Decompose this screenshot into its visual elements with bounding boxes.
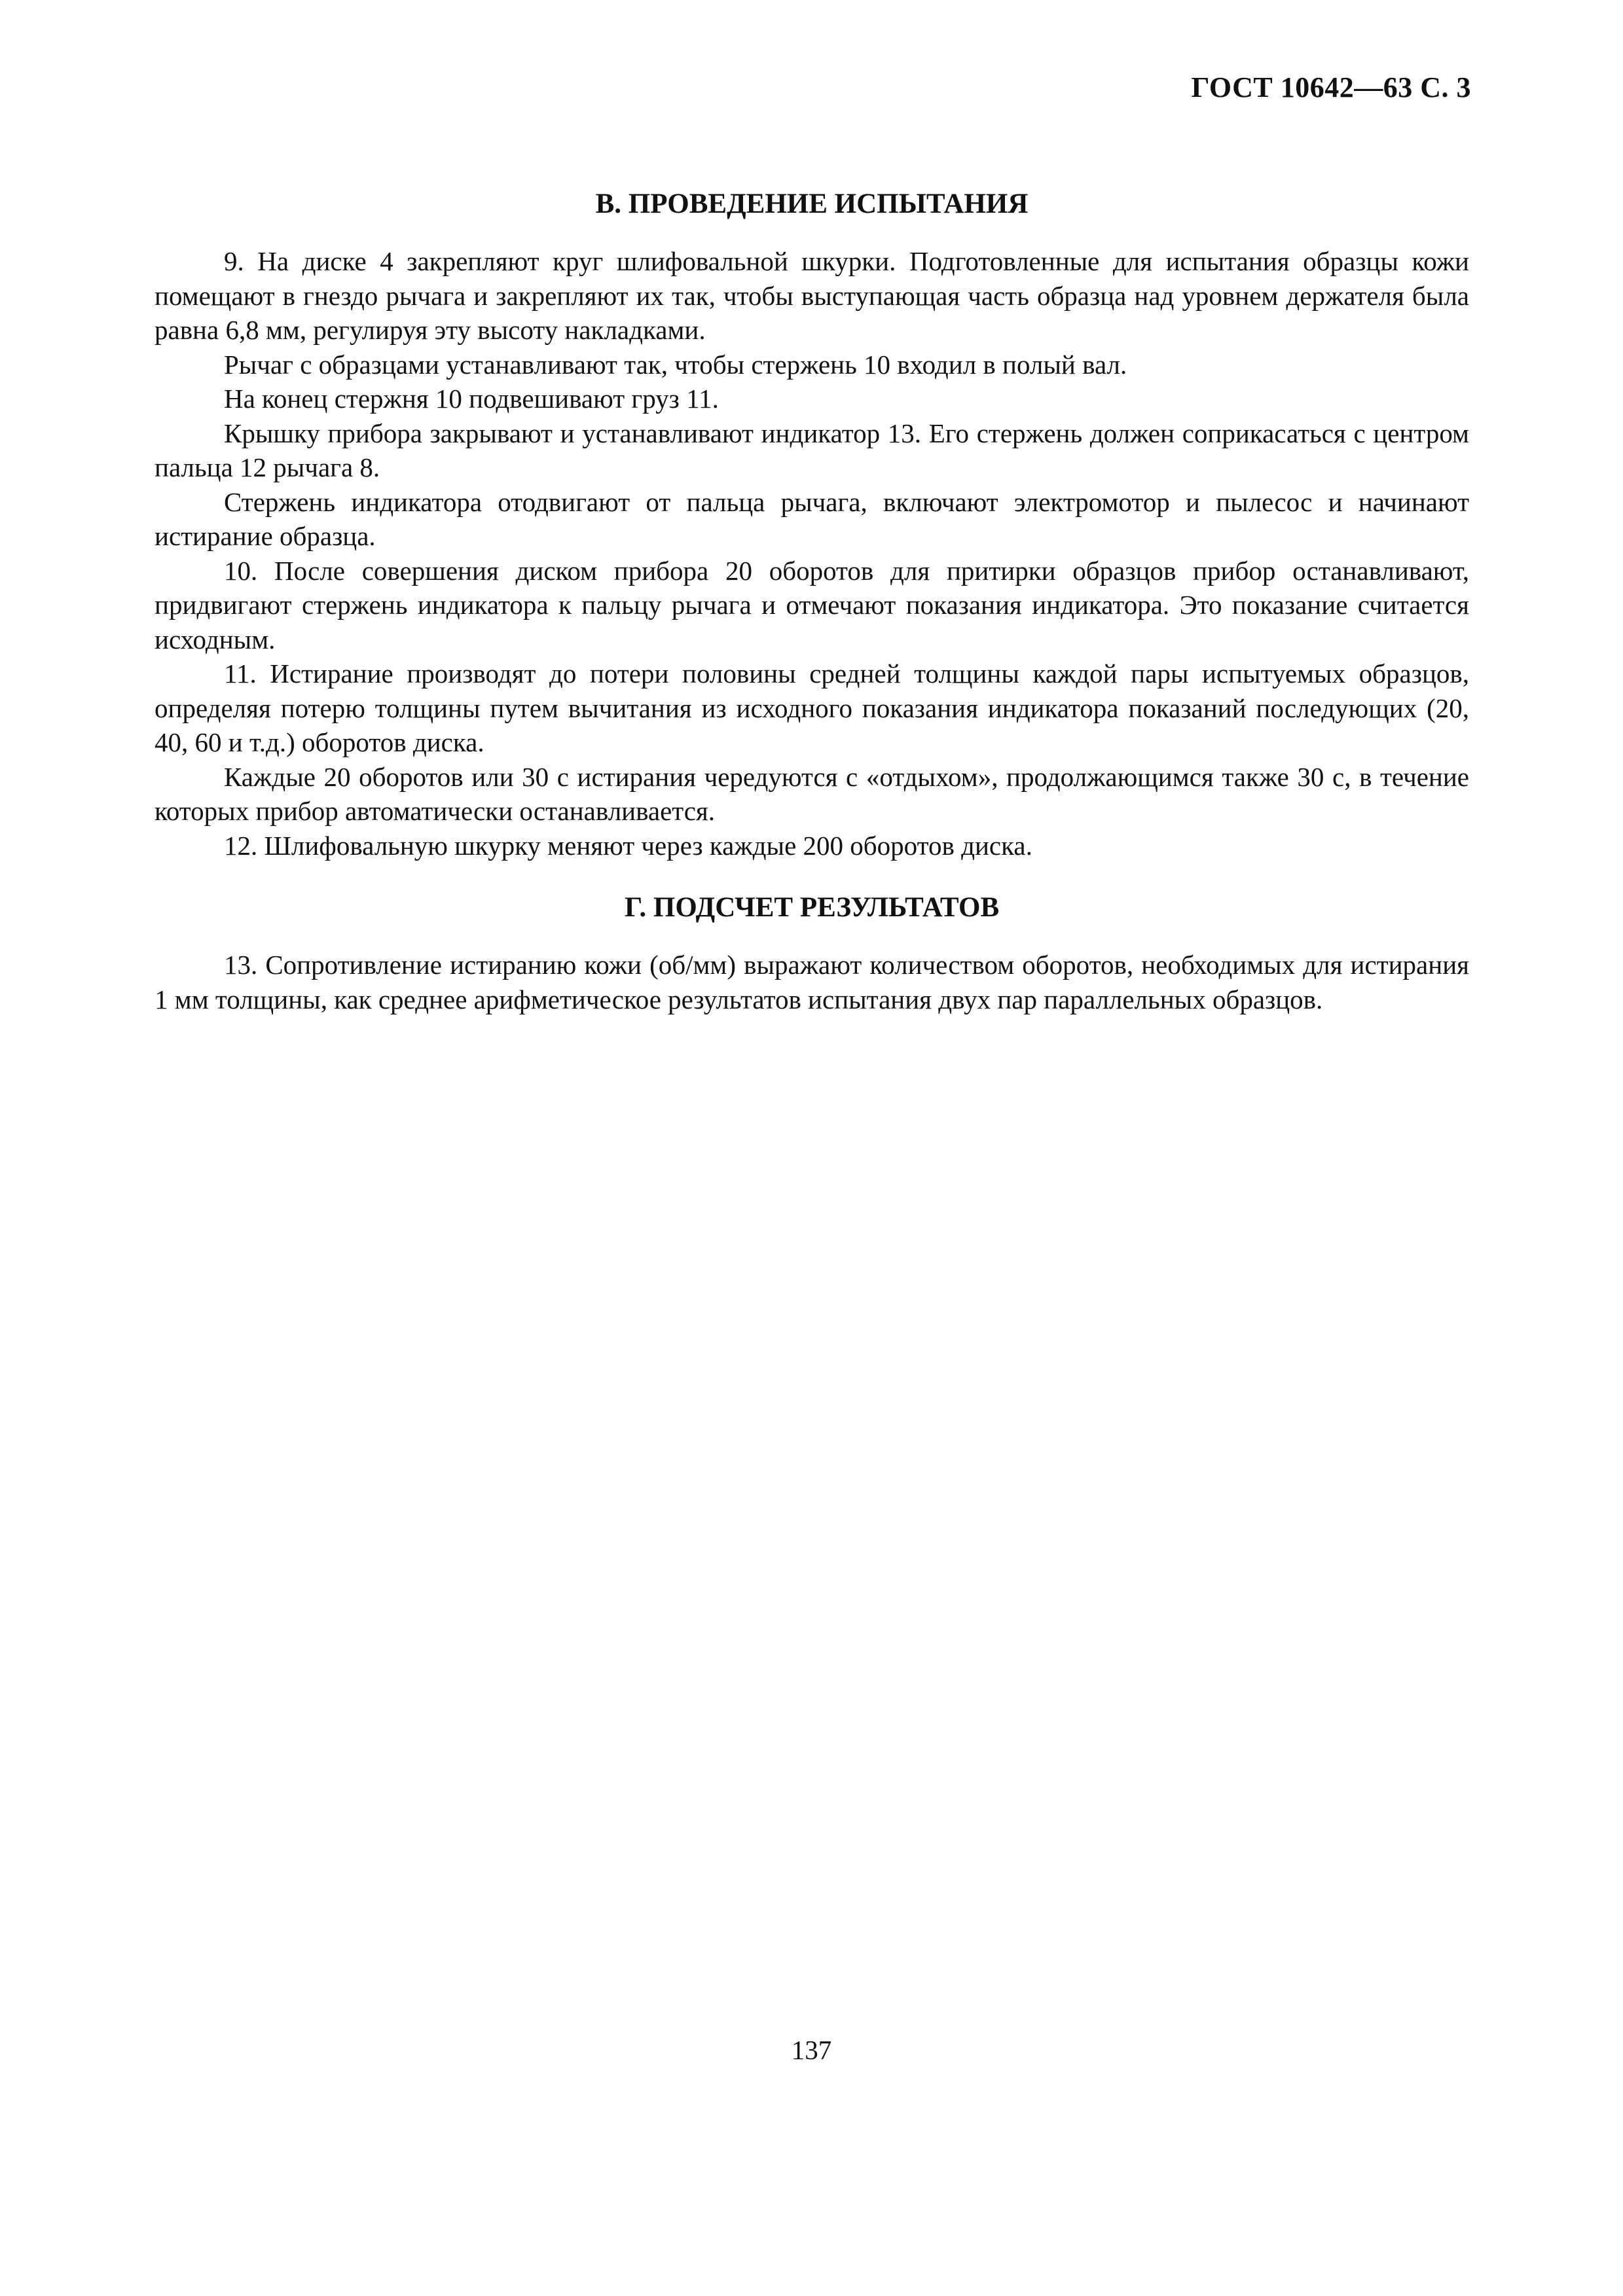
document-body bbox=[155, 187, 1469, 1016]
document-header: ГОСТ 10642—63 С. 3 bbox=[1191, 71, 1471, 103]
section-title-testing: В. ПРОВЕДЕНИЕ ИСПЫТАНИЯ bbox=[595, 188, 1029, 219]
section-title-results: Г. ПОДСЧЕТ РЕЗУЛЬТАТОВ bbox=[624, 892, 1000, 923]
paragraph-start: Стержень индикатора отодвигают от пальца рычага, включают электромотор и пылесос и начинают истирание образца. bbox=[155, 486, 1469, 551]
paragraph-11: 11. Истирание производят до потери половины средней толщины каждой пары испытуемых образцов, определяя потерю толщины путем вычитания из исходного показания индикатора показаний последующих (20, 40, 60 и т.д.) оборотов диска. bbox=[155, 658, 1469, 757]
paragraph-lever: Рычаг с образцами устанавливают так, чтобы стержень 10 входил в полый вал. bbox=[224, 349, 1127, 380]
paragraph-indicator: Крышку прибора закрывают и устанавливают индикатор 13. Его стержень должен соприкасаться с центром пальца 12 рычага 8. bbox=[155, 418, 1469, 482]
paragraph-10: 10. После совершения диском прибора 20 оборотов для притирки образцов прибор останавливают, придвигают стержень индикатора к пальцу рычага и отмечают показания индикатора. Это показание считается исходным. bbox=[155, 555, 1469, 655]
paragraph-rest-cycle: Каждые 20 оборотов или 30 с истирания чередуются с «отдыхом», продолжающимся также 30 с, в течение которых прибор автоматически останавливается. bbox=[155, 761, 1469, 826]
page-number: 137 bbox=[791, 2035, 832, 2065]
paragraph-weight: На конец стержня 10 подвешивают груз 11. bbox=[224, 384, 719, 414]
paragraph-9: 9. На диске 4 закрепляют круг шлифовальной шкурки. Подготовленные для испытания образцы кожи помещают в гнездо рычага и закрепляют их так, чтобы выступающая часть образца над уровнем держателя была равна 6,8 мм, регулируя эту высоту накладками. bbox=[155, 246, 1469, 345]
paragraph-13: 13. Сопротивление истиранию кожи (об/мм) выражают количеством оборотов, необходимых для истирания 1 мм толщины, как среднее арифметическое результатов испытания двух пар параллельных образцов. bbox=[155, 950, 1469, 1014]
paragraph-12: 12. Шлифовальную шкурку меняют через каждые 200 оборотов диска. bbox=[224, 830, 1032, 861]
